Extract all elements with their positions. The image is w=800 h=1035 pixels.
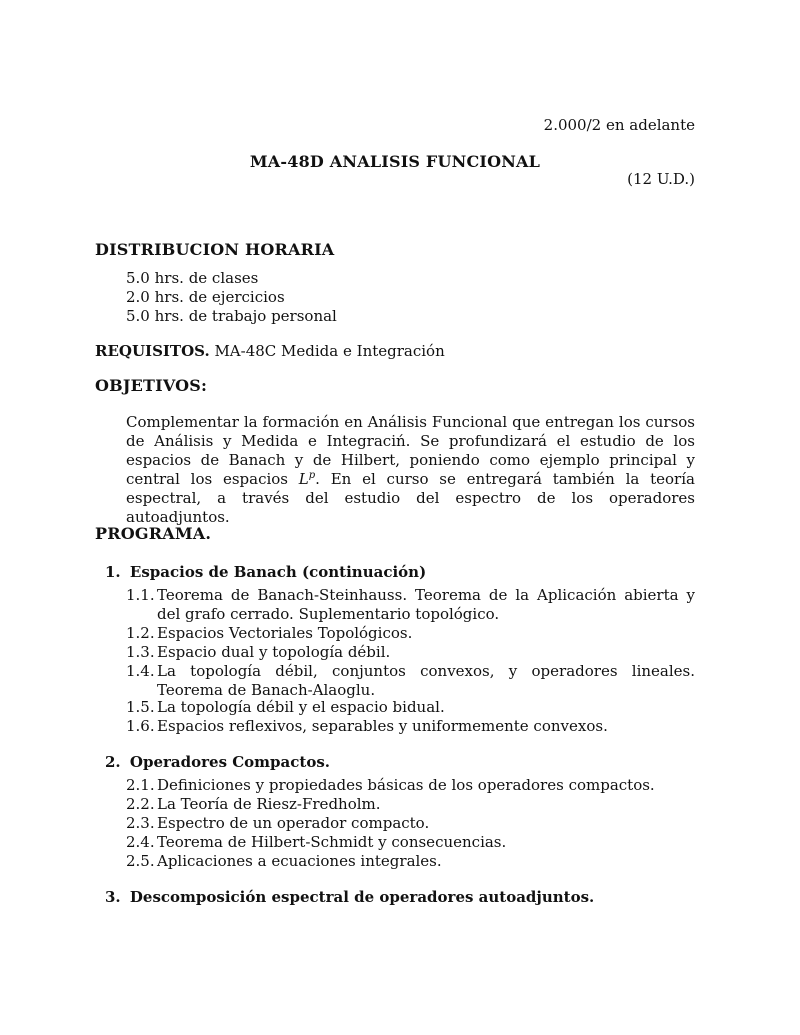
list-item-num: 1.3. xyxy=(126,643,155,661)
hours-item: 5.0 hrs. de clases xyxy=(126,269,259,287)
list-item-num: 1.4. xyxy=(126,662,155,680)
lp-symbol: $L^p$ xyxy=(298,470,316,488)
section-title: 2. Operadores Compactos. xyxy=(105,753,330,771)
list-item-num: 1.2. xyxy=(126,624,155,642)
term-label: 2.000/2 en adelante xyxy=(543,116,695,134)
list-item: Espacios reflexivos, separables y uniformemente convexos. xyxy=(157,717,608,735)
list-item-num: 2.2. xyxy=(126,795,155,813)
list-item-num: 2.3. xyxy=(126,814,155,832)
requisitos-label: REQUISITOS. xyxy=(95,342,210,360)
list-item: Aplicaciones a ecuaciones integrales. xyxy=(157,852,442,870)
list-item: Teorema de Banach-Steinhauss. Teorema de la Aplicación abierta y del grafo cerrado. Suplementario topológico. xyxy=(157,586,695,623)
section-title: 1. Espacios de Banach (continuación) xyxy=(105,563,427,581)
list-item: La Teoría de Riesz-Fredholm. xyxy=(157,795,381,813)
section-title: 3. Descomposición espectral de operadores autoadjuntos. xyxy=(105,888,595,906)
hours-item: 5.0 hrs. de trabajo personal xyxy=(126,307,337,325)
objetivos-text-2: . En el curso se entregará también la teoría espectral, a través del estudio del espectro de los operadores autoadjuntos. xyxy=(126,470,695,526)
list-item-num: 1.1. xyxy=(126,586,155,604)
distribucion-heading: DISTRIBUCION HORARIA xyxy=(95,240,335,259)
list-item-num: 2.4. xyxy=(126,833,155,851)
list-item: Teorema de Hilbert-Schmidt y consecuencias. xyxy=(157,833,507,851)
list-item-num: 1.6. xyxy=(126,717,155,735)
list-item: La topología débil, conjuntos convexos, y operadores lineales. Teorema de Banach-Alaoglu. xyxy=(157,662,695,699)
course-title: MA-48D ANALISIS FUNCIONAL xyxy=(249,152,541,171)
objetivos-text-1: Complementar la formación en Análisis Funcional que entregan los cursos de Análisis y Medida e Integraciń. Se profundizará el estudio de los espacios de Banach y de Hilbert, poniendo como ejemplo principal y central los espacios xyxy=(126,413,695,488)
hours-item: 2.0 hrs. de ejercicios xyxy=(126,288,285,306)
list-item: Espacio dual y topología débil. xyxy=(157,643,391,661)
list-item: La topología débil y el espacio bidual. xyxy=(157,698,445,716)
list-item: Definiciones y propiedades básicas de los operadores compactos. xyxy=(157,776,655,794)
list-item-num: 1.5. xyxy=(126,698,155,716)
objetivos-heading: OBJETIVOS: xyxy=(95,376,208,395)
objetivos-paragraph xyxy=(126,413,695,527)
units-label: (12 U.D.) xyxy=(627,170,695,188)
requisitos-text: MA-48C Medida e Integración xyxy=(214,342,445,360)
list-item: Espacios Vectoriales Topológicos. xyxy=(157,624,413,642)
requisitos-line xyxy=(95,342,445,361)
list-item-num: 2.1. xyxy=(126,776,155,794)
programa-heading: PROGRAMA. xyxy=(95,524,212,543)
list-item: Espectro de un operador compacto. xyxy=(157,814,430,832)
list-item-num: 2.5. xyxy=(126,852,155,870)
